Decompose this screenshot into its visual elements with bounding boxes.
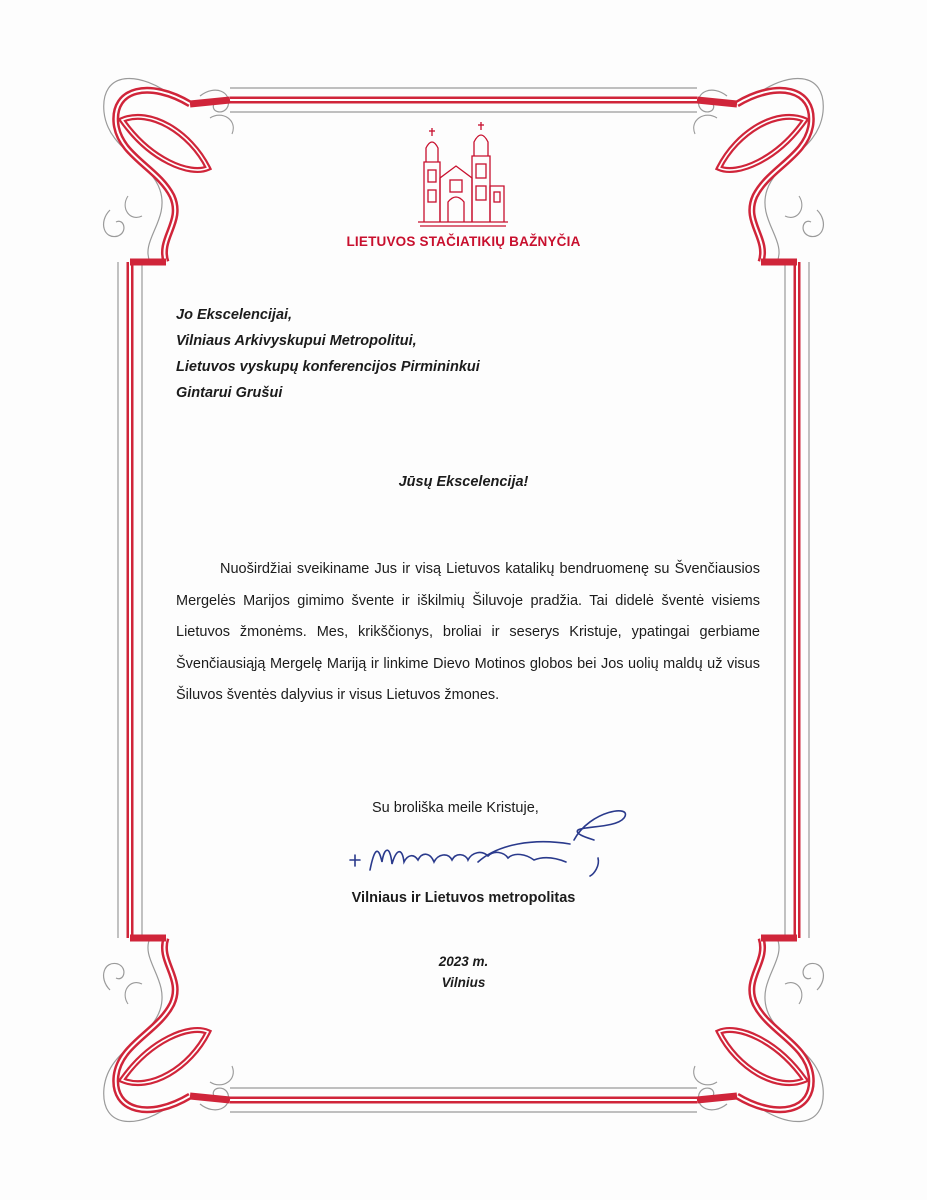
letter-date-year: 2023 m. — [438, 954, 489, 969]
addressee-block — [176, 302, 480, 406]
letter-body: Nuoširdžiai sveikiname Jus ir visą Lietuvos katalikų bendruomenę su Švenčiausios Mergelės Marijos gimimo švente ir iškilmių Šiluvoje pradžia. Tai didelė šventė visiems Lietuvos žmonėms. Mes, krikščionys, broliai ir seserys Kristuje, ypatingai gerbiame Švenčiausiąją Mergelę Mariją ir linkime Dievo Motinos globos bei Jos uolių maldų už visus Šiluvos šventės dalyvius ir visus Lietuvos žmones. — [176, 561, 760, 703]
letter-date-city: Vilnius — [441, 975, 486, 990]
corner-ornament-bottom-right — [694, 938, 824, 1122]
organization-name: LIETUVOS STAČIATIKIŲ BAŽNYČIA — [346, 234, 581, 249]
corner-ornament-top-left — [104, 78, 234, 262]
addressee-line: Vilniaus Arkivyskupui Metropolitui, — [176, 333, 417, 349]
corner-ornament-top-right — [694, 78, 824, 262]
addressee-line: Lietuvos vyskupų konferencijos Pirmininkui — [176, 359, 480, 375]
church-icon — [414, 122, 510, 228]
signatory-title: Vilniaus ir Lietuvos metropolitas — [351, 890, 576, 906]
handwritten-signature — [338, 800, 638, 880]
closing-phrase: Su broliška meile Kristuje, — [372, 800, 539, 816]
corner-ornament-bottom-left — [104, 938, 234, 1122]
addressee-line: Gintarui Grušui — [176, 385, 283, 401]
salutation: Jūsų Ekscelencija! — [398, 474, 529, 490]
addressee-line: Jo Ekscelencijai, — [176, 307, 293, 323]
